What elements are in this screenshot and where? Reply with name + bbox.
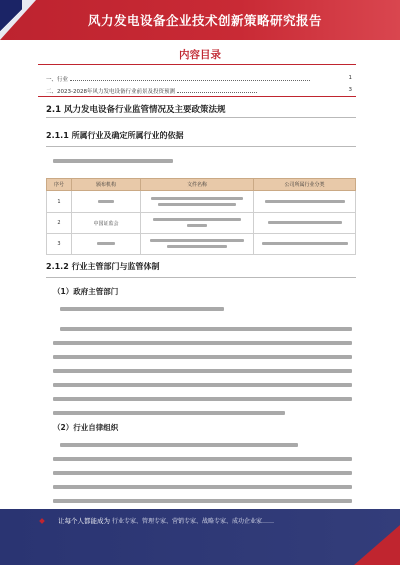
table-header-cell: 文件名称 [141,179,254,191]
paragraph-line [60,307,224,311]
footer-tagline: 行业专家、管理专家、营销专家、战略专家、成功企业家…… [112,518,275,525]
table-header-cell: 颁布机构 [72,179,141,191]
table-cell-no: 3 [47,234,72,255]
toc-divider [38,96,356,97]
table-cell-doc [141,191,254,213]
table-cell-doc [141,234,254,255]
table-cell-class [254,213,356,234]
paragraph-line [53,355,352,359]
table-row [47,213,356,234]
toc-divider [38,64,356,65]
paragraph-line [53,457,352,461]
table-cell-class [254,234,356,255]
table-header-cell: 公司所属行业分类 [254,179,356,191]
subsection-heading-government: （1）政府主管部门 [53,287,119,296]
table-cell-doc [141,213,254,234]
table-cell-no: 1 [47,191,72,213]
table-row [47,234,356,255]
toc-leader [177,92,257,93]
table-cell-class [254,191,356,213]
paragraph-line [53,485,352,489]
section-rule [46,146,356,147]
paragraph-line [53,397,352,401]
section-heading-2-1: 2.1 风力发电设备行业监管情况及主要政策法规 [46,105,226,115]
paragraph-line [53,369,352,373]
section-heading-2-1-1: 2.1.1 所属行业及确定所属行业的依据 [46,131,184,140]
table-cell-org [72,234,141,255]
toc-page-number: 1 [348,75,352,81]
table-cell-org [72,191,141,213]
section-heading-2-1-2: 2.1.2 行业主管部门与监管体制 [46,262,160,271]
toc-title: 内容目录 [179,49,221,61]
report-title: 风力发电设备企业技术创新策略研究报告 [88,13,323,28]
toc-entry-1[interactable] [46,75,352,83]
paragraph-line [53,499,352,503]
footer-diamond-icon [39,518,45,524]
paragraph-line [53,411,285,415]
section-rule [46,117,356,118]
subsection-heading-self-regulatory: （2）行业自律组织 [53,423,119,432]
table-cell-no: 2 [47,213,72,234]
footer-corner-decoration [354,525,400,565]
paragraph-line [53,383,352,387]
page-header [0,0,400,40]
paragraph-line [53,341,352,345]
table-header-row [47,179,356,191]
page-footer [0,509,400,565]
paragraph-line [53,471,352,475]
industry-classification-table [46,178,356,255]
footer-brand: 让每个人都能成为 [58,517,110,525]
toc-page-number: 3 [348,87,352,93]
header-corner-decoration-dark [0,0,22,40]
paragraph-line [60,327,352,331]
paragraph-line [53,159,173,163]
toc-leader [70,80,310,81]
toc-entry-2[interactable] [46,87,352,95]
table-row [47,191,356,213]
section-rule [46,277,356,278]
paragraph-line [60,443,298,447]
table-cell-org: 中国证监会 [72,213,141,234]
toc-entry-label: 二、2023-2028年风力发电设备行业前景及投资预测 [46,89,175,95]
table-header-cell: 序号 [47,179,72,191]
toc-entry-label: 一、行业 [46,77,69,83]
